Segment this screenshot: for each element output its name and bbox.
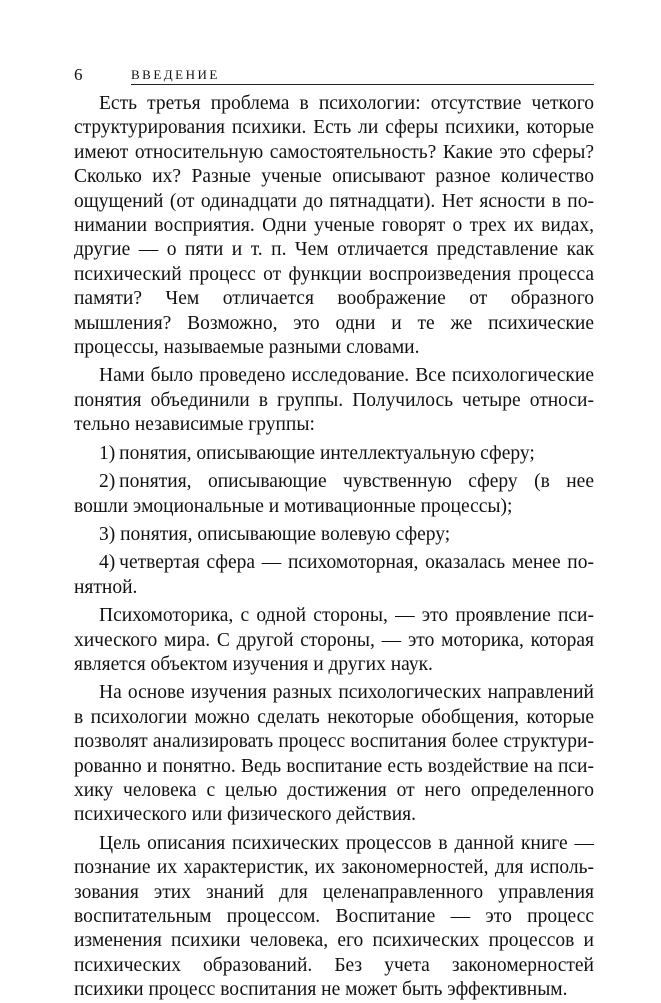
- page-header: [74, 66, 594, 84]
- paragraph-research: Нами было проведено исследование. Все психологические понятия объединили в группы. Получилось четыре относительно независимые группы:: [74, 365, 594, 436]
- list-item-2: 2) понятия, описывающие чувственную сферу (в нее вошли эмоциональные и мотивационные процессы);: [74, 471, 594, 517]
- paragraph-psychomotorics: Психомоторика, с одной стороны, — это проявление психического мира. С другой стороны, — это моторика, которая является объектом изучения и других наук.: [74, 605, 594, 675]
- page-number: 6: [74, 65, 83, 84]
- running-head: ВВЕДЕНИЕ: [131, 67, 220, 82]
- header-rule: [131, 84, 594, 85]
- list-item-1: 1) понятия, описывающие интеллектуальную сферу;: [99, 442, 535, 464]
- list-item-4: 4) четвертая сфера — психомоторная, оказалась менее понятной.: [74, 552, 594, 598]
- paragraph-purpose: Цель описания психических процессов в данной книге — познание их характеристик, их закономерностей, для использования этих знаний для целенаправленного управления воспитательным процессом. Воспитание — это процесс изменения психики человека, его психических процессов и психических образований. Без учета закономерностей психики процесс воспитания не может быть эффективным.: [74, 832, 594, 1001]
- list-item-3: 3) понятия, описывающие волевую сферу;: [99, 523, 451, 545]
- paragraph-structure-problem: Есть третья проблема в психологии: отсутствие четкого структурирования психики. Есть ли сферы психики, которые имеют относительную самостоятельность? Какие это сферы? Сколько их? Разные ученые описывают разное количество ощущений (от одинадцати до пятнадцати). Нет ясности в понимании восприятия. Одни ученые говорят о трех их видах, другие — о пяти и т. п. Чем отличается представление как психический процесс от функции воспроизведения процесса памяти? Чем отличается воображение от образного мышления? Возможно, это одни и те же психические процессы, называемые разными словами.: [74, 93, 594, 359]
- body-text: [74, 92, 594, 1003]
- paragraph-generalizations: На основе изучения разных психологических направлений в психологии можно сделать некоторые обобщения, которые позволят анализировать процесс воспитания более структурированно и понятно. Ведь воспитание есть воздействие на психику человека с целью достижения от него определенного психического или физического действия.: [74, 682, 594, 826]
